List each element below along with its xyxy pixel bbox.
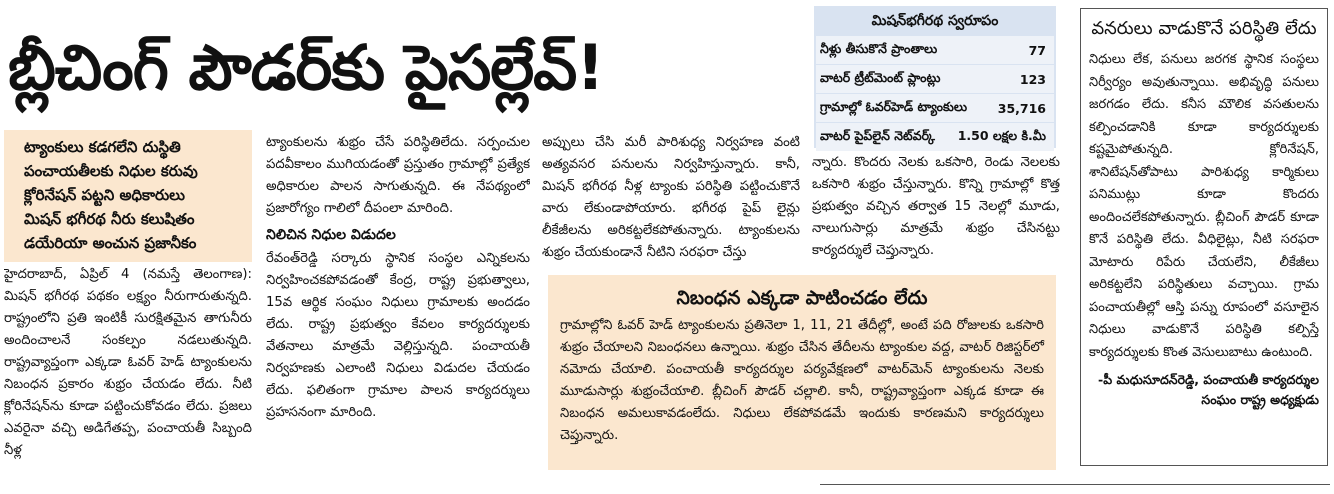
article-column-1 xyxy=(4,264,252,472)
article-paragraph: అప్పులు చేసి మరీ పారిశుధ్య నిర్వహణ వంటి అత్యవసర పనులను నిర్వహిస్తున్నారు. కానీ, మిషన్ భగీరథ నీళ్ల ట్యాంకు పరిస్థితి పట్టించుకొనే వారు లేకుండాపోయారు. భగీరథ పైప్ లైన్లు లీకేజీలను అరికట్టలేకపోతున్నారు. ట్యాంకులను శుభ్రం చేయకుండానే నీటిని సరఫరా చేస్తు xyxy=(542,135,800,260)
article-paragraph: న్నారు. కొందరు నెలకు ఒకసారి, రెండు నెలలకు ఒకసారి శుభ్రం చేస్తున్నారు. కొన్ని గ్రామాల్లో కొత్త ప్రభుత్వం వచ్చిన తర్వాత 15 నెలల్లో మూడు, నాలుగుసార్లు మాత్రమే శుభ్రం చేసినట్టు కార్యదర్శులే చెప్తున్నారు. xyxy=(812,155,1060,258)
highlight-item: • ట్యాంకులు కడగలేని దుస్థితి xyxy=(24,135,246,159)
article-column-3 xyxy=(542,132,800,266)
stats-value: 35,716 xyxy=(997,100,1046,116)
quote-sidebar xyxy=(1080,8,1328,466)
stats-row xyxy=(816,94,1054,122)
article-paragraph: రేవంత్‌రెడ్డి సర్కారు స్థానిక సంస్థల ఎన్నికలను నిర్వహించకపోవడంతో కేంద్ర, రాష్ట్ర ప్రభుత్వాలు, 15వ ఆర్థిక సంఘం నిధులు గ్రామాలకు అందడం లేదు. రాష్ట్ర ప్రభుత్వం కేవలం కార్యదర్శులకు వేతనాలు మాత్రమే వెల్లిస్తున్నది. పంచాయతీ నిర్వహణకు ఎలాంటి నిధులు విడుదల చేయడం లేదు. ఫలితంగా గ్రామాల పాలన కార్యదర్శులు ప్రహసనంగా మారింది. xyxy=(266,251,530,420)
article-column-4 xyxy=(812,152,1060,266)
stats-label: వాటర్ పైప్‌లైన్ నెట్‌వర్క్ xyxy=(820,127,935,143)
stats-row xyxy=(816,36,1054,64)
stats-label: వాటర్ ట్రీట్‌మెంట్ ప్లాంట్లు xyxy=(820,69,941,85)
quote-signature: -పీ మధుసూదన్‌రెడ్డి, పంచాయతీ కార్యదర్శుల సంఘం రాష్ట్ర అధ్యక్షుడు xyxy=(1098,372,1319,407)
stats-row xyxy=(816,123,1054,151)
rules-box xyxy=(548,275,1056,470)
quote-title: వనరులు వాడుకొనే పరిస్థితి లేదు xyxy=(1091,18,1317,39)
article-paragraph: హైదరాబాద్, ఏప్రిల్ 4 (నమస్తే తెలంగాణ): మిషన్ భగీరథ పథకం లక్ష్యం నీరుగారుతున్నది. రాష్ట్రంలోని ప్రతి ఇంటికీ సురక్షితమైన తాగునీరు అందించాలనే సంకల్పం నడలుతున్నది. రాష్ట్రవ్యాప్తంగా ఎక్కడా ఓవర్ హెడ్ ట్యాంకులను నిబంధన ప్రకారం శుభ్రం చేయడం లేదు. నీటి క్లోరినేషన్‌ను కూడా పట్టించుకోవడం లేదు. ప్రజలు ఎవరైనా వచ్చి అడిగేతప్ప, పంచాయతీ సిబ్బంది నీళ్ల xyxy=(4,267,252,458)
highlight-item: • పంచాయతీలకు నిధుల కరువు xyxy=(24,159,246,183)
stats-value: 77 xyxy=(1028,42,1046,58)
stats-value: 1.50 లక్షల కి.మీ xyxy=(957,127,1046,143)
headline: బ్లీచింగ్ పౌడర్‌కు పైసల్లేవ్! xyxy=(8,31,604,104)
rules-box-title: నిబంధన ఎక్కడా పాటించడం లేదు xyxy=(676,287,928,309)
highlight-item: • మిషన్ భగీరథ నీరు కలుషితం xyxy=(24,207,246,231)
stats-table xyxy=(814,6,1056,148)
stats-value: 123 xyxy=(1019,71,1046,87)
quote-text: నిధులు లేక, పనులు జరగక స్థానిక సంస్థలు నిర్వీర్యం అవుతున్నాయి. అభివృద్ధి పనులు జరగడం లేదు. కనీస మౌలిక వసతులను కల్పించడానికి కూడా కార్యదర్శులకు కష్టమైపోతున్నది. క్లోరినేషన్, శానిటేషన్‌తోపాటు పారిశుధ్య కార్మికులు పనిముట్లు కూడా కొందరు అందించలేకపోతున్నారు. బ్లీచింగ్ పౌడర్ కూడా కొనే పరిస్థితి లేదు. వీధిలైట్లు, నీటి సరఫరా మోటారు రిపేరు చేయలేని, లీకేజీలు అరికట్టలేని పరిస్థితులు వచ్చాయి. గ్రామ పంచాయతీల్లో ఆస్తి పన్ను రూపంలో వసూలైన నిధులు వాడుకొనే పరిస్థితి కల్పిస్తే కార్యదర్శులకు కొంత వెసులుబాటు ఉంటుంది. xyxy=(1089,52,1319,360)
section-subheading: నిలిచిన నిధుల విడుదల xyxy=(266,227,396,243)
rules-box-text: గ్రామాల్లోని ఓవర్ హెడ్ ట్యాంకులను ప్రతినెలా 1, 11, 21 తేదీల్లో, అంటే పది రోజులకు ఒకసారి శుభ్రం చేయాలని నిబంధనలు ఉన్నాయి. శుభ్రం చేసిన తేదీలను ట్యాంకుల వద్ద, వాటర్ రిజిస్టర్‌లో నమోదు చేయాలి. పంచాయతీ కార్యదర్శుల పర్యవేక్షణలో వాటర్‌మెన్ ట్యాంకులను నెలకు మూడుసార్లు శుభ్రంచేయాలి. బ్లీచింగ్ పౌడర్ చల్లాలి. కానీ, రాష్ట్రవ్యాప్తంగా ఎక్కడ కూడా ఈ నిబంధన అమలుకావడంలేదు. నిధులు లేకపోవడమే ఇందుకు కారణమని కార్యదర్శులు చెప్తున్నారు. xyxy=(560,318,1044,443)
highlights-list xyxy=(10,135,246,255)
highlights-box xyxy=(4,130,252,262)
stats-table-title: మిషన్‌భగీరథ స్వరూపం xyxy=(871,13,999,29)
stats-row xyxy=(816,65,1054,93)
divider-line xyxy=(820,484,1330,485)
stats-label: గ్రామాల్లో ఓవర్‌హెడ్ ట్యాంకులు xyxy=(820,98,968,114)
highlight-item: • డయేరియా అంచున ప్రజానీకం xyxy=(24,231,246,255)
highlight-item: • క్లోరినేషన్ పట్టని అధికారులు xyxy=(24,183,246,207)
article-column-2 xyxy=(266,132,530,472)
stats-label: నీళ్లు తీసుకొనే ప్రాంతాలు xyxy=(820,40,938,56)
article-paragraph: ట్యాంకులను శుభ్రం చేసే పరిస్థితిలేదు. సర్పంచుల పదవీకాలం ముగియడంతో ప్రస్తుతం గ్రామాల్లో ప్రత్యేక అధికారుల పాలన సాగుతున్నది. ఈ నేపథ్యంలో ప్రజారోగ్యం గాలిలో దీపంలా మారింది. xyxy=(266,135,530,216)
